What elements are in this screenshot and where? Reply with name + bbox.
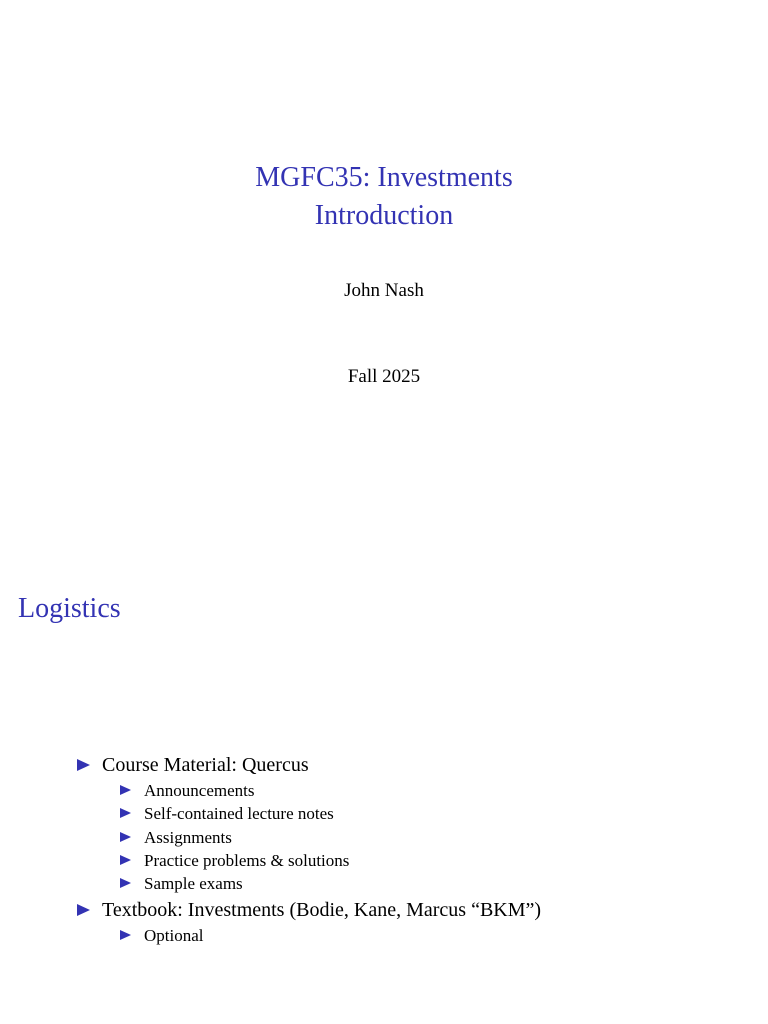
sub-list-item xyxy=(0,802,768,825)
triangle-right-icon xyxy=(120,930,131,940)
triangle-right-icon xyxy=(120,878,131,888)
list-item xyxy=(0,897,768,947)
logistics-slide xyxy=(0,512,768,1024)
sub-bullet-list xyxy=(0,779,768,895)
sub-bullet-text: Announcements xyxy=(144,781,255,800)
sub-list-item xyxy=(0,826,768,849)
triangle-right-icon xyxy=(120,808,131,818)
sub-list-item xyxy=(0,849,768,872)
sub-bullet-list xyxy=(0,924,768,947)
sub-list-item xyxy=(0,924,768,947)
presentation-subtitle: Introduction xyxy=(314,200,454,231)
sub-bullet-text: Assignments xyxy=(144,827,232,847)
triangle-right-icon xyxy=(120,832,131,842)
triangle-right-icon xyxy=(120,785,131,795)
sub-list-item xyxy=(0,872,768,895)
sub-bullet-text: Practice problems & solutions xyxy=(144,850,350,870)
sub-list-item xyxy=(0,779,768,802)
sub-bullet-text: Sample exams xyxy=(144,874,243,894)
sub-bullet-text: Self-contained lecture notes xyxy=(144,804,334,824)
bullet-text: Textbook: Investments (Bodie, Kane, Marcus “BKM”) xyxy=(102,899,542,922)
bullet-text: Course Material: Quercus xyxy=(102,754,309,776)
list-item xyxy=(0,752,768,895)
presentation-title: MGFC35: Investments xyxy=(255,162,513,193)
author: John Nash xyxy=(344,280,424,301)
date: Fall 2025 xyxy=(347,366,421,387)
sub-bullet-text: Optional xyxy=(144,926,204,946)
bullet-list xyxy=(0,752,768,950)
triangle-right-icon xyxy=(77,904,90,916)
triangle-right-icon xyxy=(77,759,90,771)
frame-title: Logistics xyxy=(18,593,121,624)
triangle-right-icon xyxy=(120,855,131,865)
